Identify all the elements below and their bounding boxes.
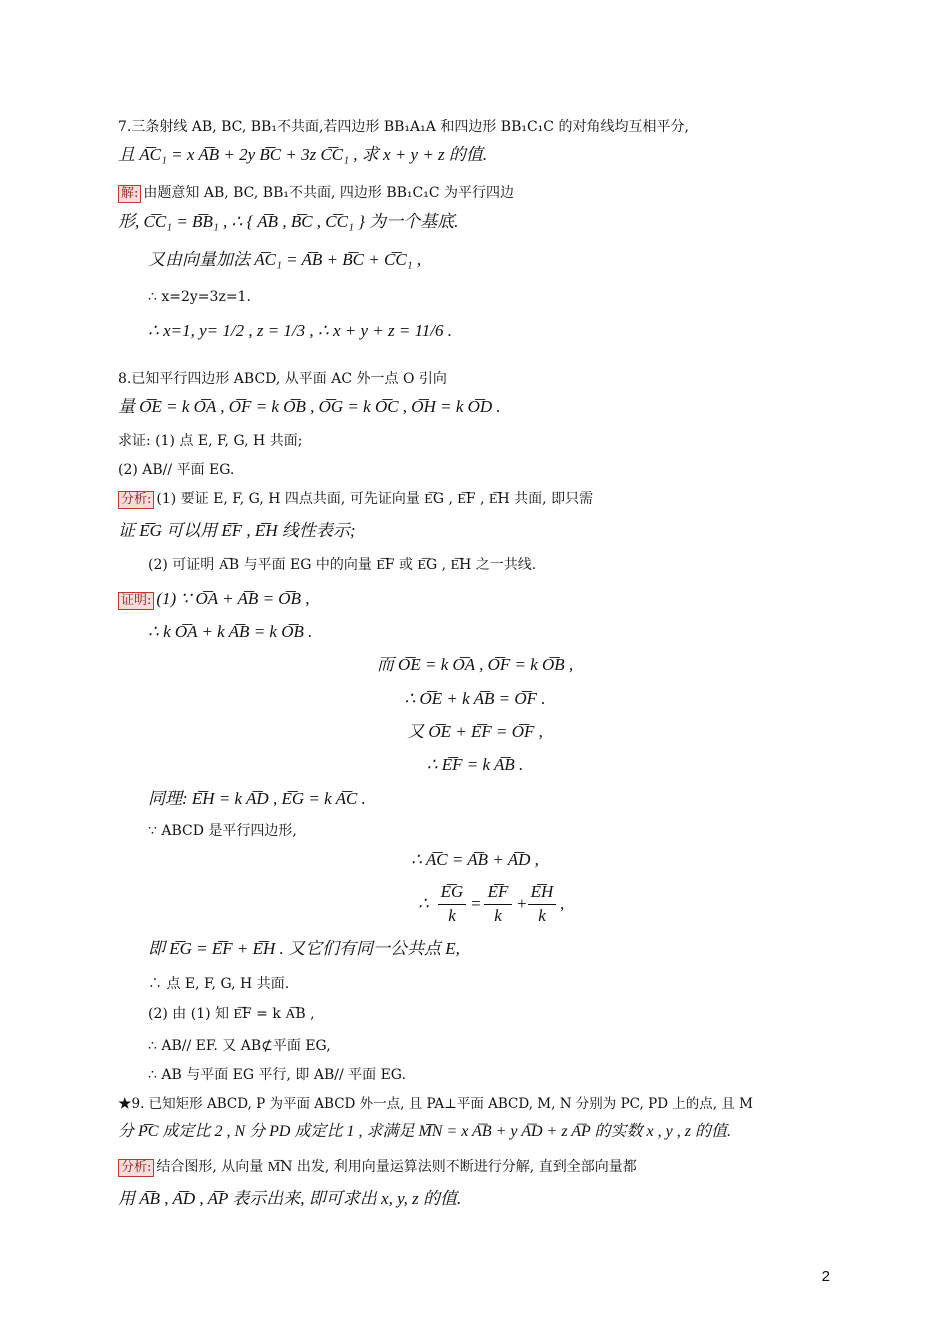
proof-8-line-4: ∴ O͞E + k A͞B = O͞F . [404,689,546,708]
problem-8-prove-2: (2) AB// 平面 EG. [118,462,235,478]
solution-line-5: ∴ x=1, y= 1/2 , z = 1/3 , ∴ x + y + z = 11/6 . [148,321,453,340]
analysis-tag: 分析: [118,491,154,509]
problem-8-vectors: 量 O͞E = k O͞A , O͞F = k O͞B , O͞G = k O͞C , O͞H = k O͞D . [118,397,501,416]
solution-line-2: 形, C͞C₁ = B͞B₁ , ∴ { A͞B , B͞C , C͞C₁ } 为一个基底. [118,212,459,231]
solution-line-3: 又由向量加法 A͞C₁ = A͞B + B͞C + C͞C₁ , [148,250,422,269]
proof-8-line-8: ∵ ABCD 是平行四边形, [148,823,297,839]
fraction-2-numerator: E͞F [487,882,509,901]
fraction-3-bar [528,904,556,905]
proof-8-line-13: (2) 由 (1) 知 E͞F = k A͞B , [148,1006,315,1022]
analysis-8-line-1 [118,490,593,509]
analysis-8-line-3: (2) 可证明 A͞B 与平面 EG 中的向量 E͞F 或 E͞G , E͞H 之一共线. [148,557,537,573]
fraction-1-numerator: E͞G [440,882,464,901]
therefore-symbol: ∴ [418,894,429,913]
proof-8-line-14: ∴ AB// EF. 又 AB⊄平面 EG, [148,1038,331,1054]
analysis-9-tag: 分析: [118,1159,154,1177]
comma-symbol: , [560,894,565,913]
analysis-9-line-2: 用 A͞B , A͞D , A͞P 表示出来, 即可求出 x, y, z 的值. [118,1189,462,1208]
problem-8-prove-1: 求证: (1) 点 E, F, G, H 共面; [118,433,303,449]
proof-8-line-11: 即 E͞G = E͞F + E͞H . 又它们有同一公共点 E, [148,939,460,958]
fraction-1-denominator: k [448,906,456,925]
proof-8-line-9: ∴ A͞C = A͞B + A͞D , [411,850,539,869]
proof-8-line-7: 同理: E͞H = k A͞D , E͞G = k A͞C . [148,789,366,808]
proof-8-line-1 [118,590,309,610]
solution-tag: 解: [118,185,141,203]
problem-8-statement: 8.已知平行四边形 ABCD, 从平面 AC 外一点 O 引向 [118,371,447,387]
fraction-2-bar [484,904,512,905]
fraction-1-bar [438,904,466,905]
plus-symbol: + [516,894,528,913]
equals-symbol: = [470,894,482,913]
proof-8-line-15: ∴ AB 与平面 EG 平行, 即 AB// 平面 EG. [148,1067,406,1083]
proof-8-line-12: ∴ 点 E, F, G, H 共面. [148,976,290,992]
fraction-3-numerator: E͞H [530,882,554,901]
fraction-3-denominator: k [538,906,546,925]
proof-8-line-6: ∴ E͞F = k A͞B . [426,755,524,774]
solution-text: 由题意知 AB, BC, BB₁不共面, 四边形 BB₁C₁C 为平行四边 [143,185,515,201]
problem-7-statement: 7.三条射线 AB, BC, BB₁不共面,若四边形 BB₁A₁A 和四边形 BB₁C₁C 的对角线均互相平分, [118,119,689,135]
proof-8-line-5: 又 O͞E + E͞F = O͞F , [407,722,543,741]
problem-9-condition: 分 P͞C 成定比 2 , N 分 PD 成定比 1 , 求满足 M͞N = x A͞B + y A͞D + z A͞P 的实数 x , y , z 的值. [118,1123,731,1140]
solution-line-1 [118,184,514,203]
problem-9-statement: ★9. 已知矩形 ABCD, P 为平面 ABCD 外一点, 且 PA⊥平面 ABCD, M, N 分别为 PC, PD 上的点, 且 M [118,1096,754,1112]
proof-tag: 证明: [118,592,154,610]
solution-line-4: ∴ x=2y=3z=1. [148,289,251,305]
fraction-2-denominator: k [494,906,502,925]
analysis-8-line-2: 证 E͞G 可以用 E͞F , E͞H 线性表示; [118,521,356,540]
analysis-text: (1) 要证 E, F, G, H 四点共面, 可先证向量 E͞G , E͞F , E͞H 共面, 即只需 [156,491,594,507]
proof-8-line-2: ∴ k O͞A + k A͞B = k O͞B . [148,622,313,641]
proof-text: (1) ∵ O͞A + A͞B = O͞B , [156,589,310,608]
proof-8-line-3: 而 O͞E = k O͞A , O͞F = k O͞B , [376,655,574,674]
analysis-9-line-1 [118,1158,637,1177]
analysis-9-text: 结合图形, 从向量 M͞N 出发, 利用向量运算法则不断进行分解, 直到全部向量都 [156,1159,637,1175]
problem-7-condition: 且 A͞C₁ = x A͞B + 2y B͞C + 3z C͞C₁ , 求 x + y + z 的值. [118,145,488,164]
page-number: 2 [821,1268,830,1285]
